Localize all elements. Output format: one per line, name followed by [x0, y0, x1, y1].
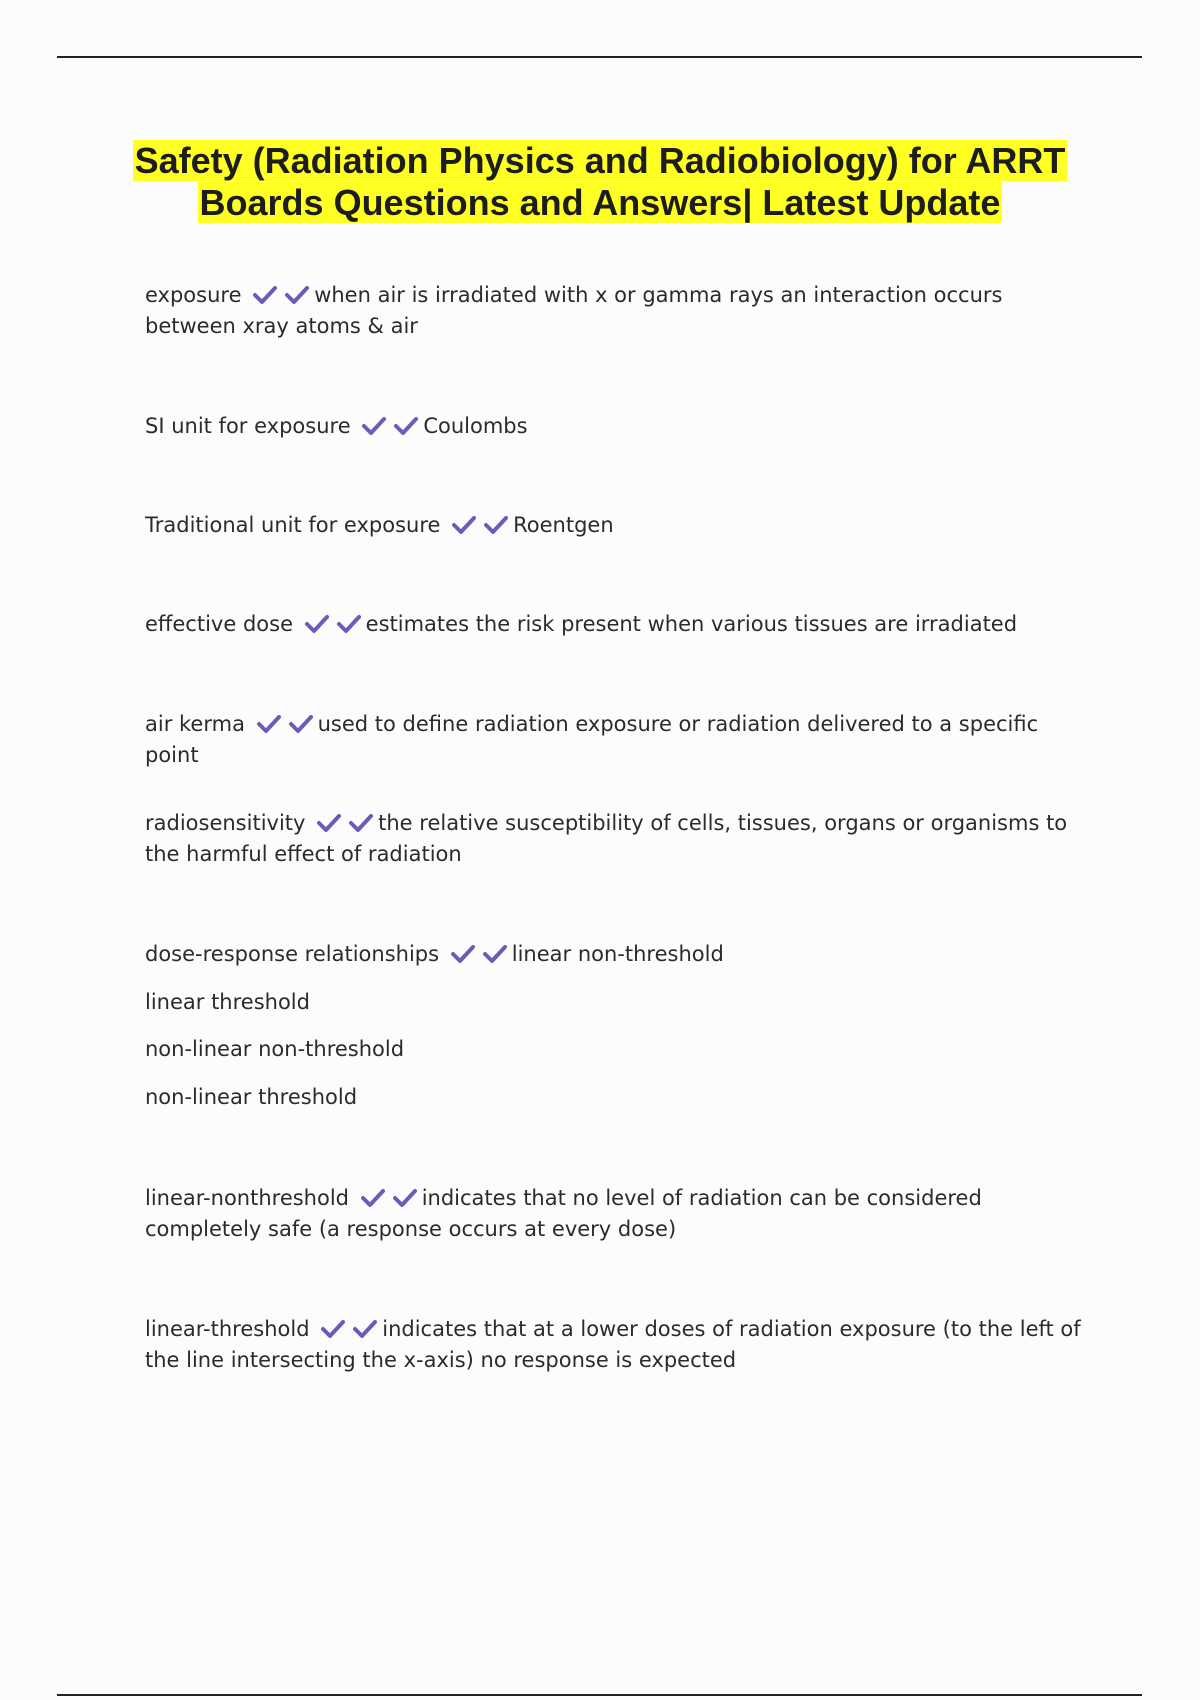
entry-extra-line: non-linear non-threshold	[145, 1037, 405, 1061]
check-icon	[304, 614, 330, 634]
check-icon	[451, 515, 477, 535]
check-icon	[288, 714, 314, 734]
entry-definition: the relative susceptibility of cells, tissues, organs or organisms to the harmful effect of radiation	[145, 811, 1068, 866]
entry-definition: when air is irradiated with x or gamma rays an interaction occurs between xray atoms & air	[145, 283, 1003, 338]
check-icon	[320, 1319, 346, 1339]
check-icon	[361, 416, 387, 436]
entry-extra-line: non-linear threshold	[145, 1085, 358, 1109]
check-icon	[252, 285, 278, 305]
qa-entry	[145, 411, 1095, 442]
check-icon	[336, 614, 362, 634]
title-line-2: Boards Questions and Answers| Latest Update	[199, 182, 1001, 223]
entry-definition: indicates that no level of radiation can be considered completely safe (a response occurs at every dose)	[145, 1186, 982, 1241]
entry-term: Traditional unit for exposure	[145, 513, 441, 537]
entry-term: exposure	[145, 283, 242, 307]
entry-term: radiosensitivity	[145, 811, 306, 835]
check-icon	[352, 1319, 378, 1339]
entry-definition: Coulombs	[423, 414, 528, 438]
qa-entry	[145, 510, 1095, 541]
entry-term: SI unit for exposure	[145, 414, 351, 438]
qa-entry	[145, 1183, 1095, 1245]
check-icon	[360, 1188, 386, 1208]
check-icon	[316, 813, 342, 833]
entry-definition: Roentgen	[513, 513, 614, 537]
document-title	[100, 140, 1100, 224]
check-icon	[393, 416, 419, 436]
check-icon	[392, 1188, 418, 1208]
entry-term: linear-threshold	[145, 1317, 310, 1341]
qa-entry	[145, 808, 1095, 870]
entry-definition: linear non-threshold	[511, 942, 724, 966]
qa-entry	[145, 280, 1095, 342]
title-line-1: Safety (Radiation Physics and Radiobiology) for ARRT	[134, 140, 1066, 181]
check-icon	[450, 944, 476, 964]
check-icon	[482, 944, 508, 964]
check-icon	[284, 285, 310, 305]
check-icon	[348, 813, 374, 833]
entry-definition: indicates that at a lower doses of radiation exposure (to the left of the line intersecting the x-axis) no response is expected	[145, 1317, 1081, 1372]
entry-term: linear-nonthreshold	[145, 1186, 350, 1210]
entry-extra-line: linear threshold	[145, 990, 310, 1014]
bottom-rule	[57, 1694, 1142, 1696]
entry-term: air kerma	[145, 712, 245, 736]
qa-entry	[145, 939, 1095, 970]
qa-entry	[145, 709, 1095, 771]
entry-term: dose-response relationships	[145, 942, 440, 966]
entry-definition: estimates the risk present when various tissues are irradiated	[365, 612, 1018, 636]
check-icon	[483, 515, 509, 535]
entry-term: effective dose	[145, 612, 293, 636]
entry-definition: used to define radiation exposure or radiation delivered to a specific point	[145, 712, 1039, 767]
qa-entry	[145, 609, 1095, 640]
qa-entry	[145, 1314, 1095, 1376]
check-icon	[256, 714, 282, 734]
top-rule	[57, 56, 1142, 58]
